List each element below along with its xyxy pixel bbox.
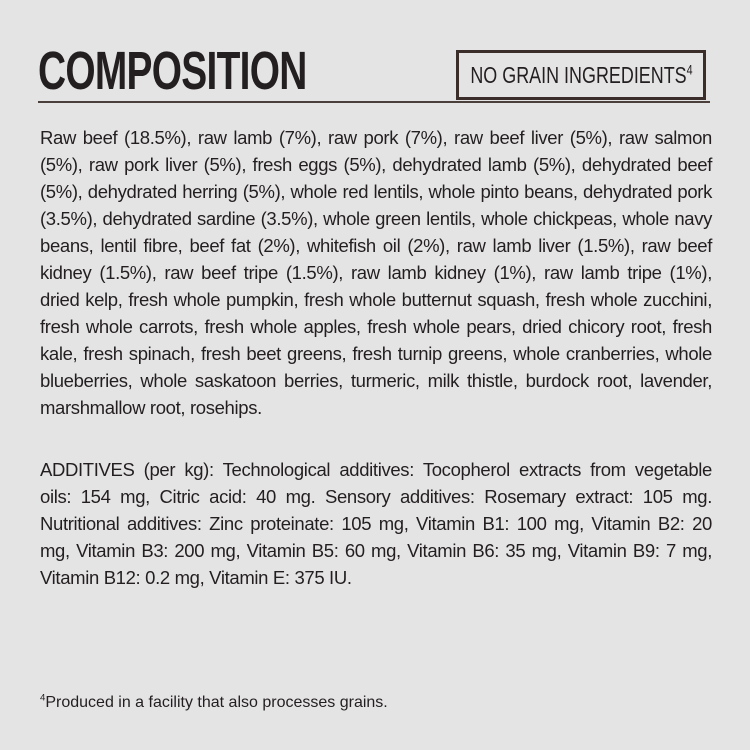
additives-paragraph: ADDITIVES (per kg): Technological additives: Tocopherol extracts from vegetable oils: 154 mg, Citric acid: 40 mg. Sensory additives: Rosemary extract: 105 mg. Nutritional additives: Zinc proteinate: 105 mg, Vitamin B1: 100 mg, Vitamin B2: 20 mg, Vitamin B3: 200 mg, Vitamin B5: 60 mg, Vitamin B6: 35 mg, Vitamin B9: 7 mg, Vitamin B12: 0.2 mg, Vitamin E: 375 IU. bbox=[40, 459, 712, 588]
no-grain-badge bbox=[456, 50, 706, 100]
badge-label-text: NO GRAIN INGREDIENTS bbox=[469, 61, 687, 88]
footnote-text: Produced in a facility that also processes grains. bbox=[45, 694, 388, 711]
footnote-marker: 4 bbox=[40, 692, 46, 704]
ingredients-paragraph: Raw beef (18.5%), raw lamb (7%), raw pork (7%), raw beef liver (5%), raw salmon (5%), raw pork liver (5%), fresh eggs (5%), dehydrated lamb (5%), dehydrated beef (5%), dehydrated herring (5%), whole red lentils, whole pinto beans, dehydrated pork (3.5%), dehydrated sardine (3.5%), whole green lentils, whole chickpeas, whole navy beans, lentil fibre, beef fat (2%), whitefish oil (2%), raw lamb liver (1.5%), raw beef kidney (1.5%), raw beef tripe (1.5%), raw lamb kidney (1%), raw lamb tripe (1%), dried kelp, fresh whole pumpkin, fresh whole butternut squash, fresh whole zucchini, fresh whole carrots, fresh whole apples, fresh whole pears, dried chicory root, fresh kale, fresh spinach, fresh beet greens, fresh turnip greens, whole cranberries, whole blueberries, whole saskatoon berries, turmeric, milk thistle, burdock root, lavender, marshmallow root, rosehips. bbox=[40, 127, 712, 418]
page-title: COMPOSITION bbox=[38, 41, 307, 101]
header-divider bbox=[38, 101, 710, 103]
badge-footnote-marker: 4 bbox=[686, 61, 693, 77]
badge-label bbox=[470, 62, 692, 89]
footnote bbox=[40, 692, 388, 714]
